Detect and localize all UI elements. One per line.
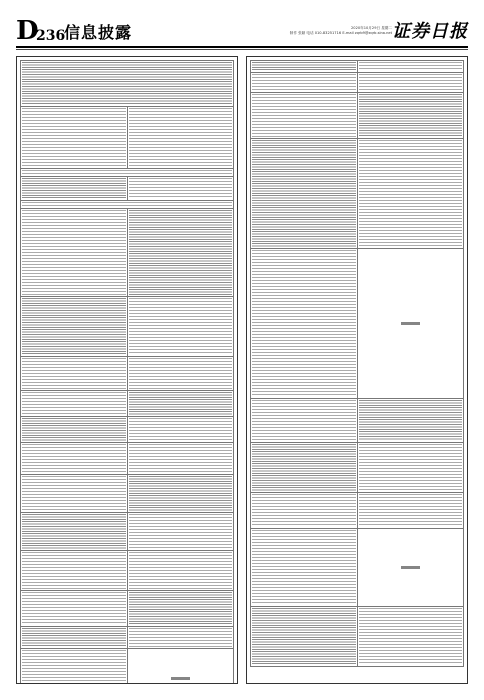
fine-print-text — [22, 170, 232, 175]
table-row — [21, 297, 234, 357]
fine-print-text — [359, 444, 463, 491]
fine-print-text — [22, 592, 126, 625]
table-cell — [127, 357, 234, 391]
fine-print-text — [252, 444, 356, 491]
fine-print-text — [359, 140, 463, 247]
fine-print-text — [129, 476, 233, 511]
fine-print-text — [129, 592, 233, 625]
fine-print-text — [129, 392, 233, 415]
fine-print-text — [359, 62, 463, 71]
table-cell — [251, 399, 358, 443]
table-cell — [357, 443, 464, 493]
fine-print-text — [22, 650, 126, 684]
table-row — [21, 649, 234, 685]
fine-print-text — [22, 628, 126, 647]
fine-print-text — [359, 400, 463, 441]
table-row — [21, 107, 234, 169]
table-cell — [251, 529, 358, 607]
fine-print-text — [359, 494, 463, 527]
publication-info — [202, 26, 392, 36]
table-row — [21, 61, 234, 107]
fine-print-text — [129, 108, 233, 167]
table-cell — [127, 297, 234, 357]
table-cell — [127, 107, 234, 169]
fine-print-text — [22, 178, 126, 199]
fine-print-text — [22, 514, 126, 549]
table-cell — [21, 551, 128, 591]
table-cell — [127, 649, 234, 685]
newspaper-logo: 证券日报 — [392, 21, 468, 42]
table-cell — [21, 61, 234, 107]
table-cell — [21, 357, 128, 391]
table-row — [21, 169, 234, 177]
table-cell — [251, 249, 358, 399]
table-cell — [357, 607, 464, 667]
fine-print-text — [252, 250, 356, 397]
table-cell — [251, 93, 358, 139]
fine-print-text — [129, 358, 233, 389]
fine-print-text — [252, 530, 356, 605]
table-row — [251, 443, 464, 493]
fine-print-text — [129, 298, 233, 355]
table-row — [21, 591, 234, 627]
fine-print-text — [252, 74, 356, 91]
table-row — [21, 201, 234, 209]
table-cell — [21, 649, 128, 685]
right-column — [246, 56, 468, 684]
table-cell — [21, 475, 128, 513]
left-column-table — [20, 60, 234, 684]
fine-print-text — [252, 400, 356, 441]
section-title: 信息披露 — [64, 23, 133, 42]
table-cell — [127, 627, 234, 649]
fine-print-text — [129, 628, 233, 647]
table-row — [21, 443, 234, 475]
fine-print-text — [22, 552, 126, 589]
masthead-rule — [16, 46, 468, 48]
right-column-table — [250, 60, 464, 667]
left-column — [16, 56, 238, 684]
table-row — [21, 357, 234, 391]
table-cell — [21, 417, 128, 443]
fine-print-text — [22, 476, 126, 511]
fine-print-text — [22, 210, 126, 295]
table-cell — [127, 443, 234, 475]
fine-print-text — [252, 608, 356, 665]
table-cell — [127, 177, 234, 201]
fine-print-text — [22, 418, 126, 441]
fine-print-text — [22, 444, 126, 473]
table-cell — [127, 513, 234, 551]
table-cell — [21, 209, 128, 297]
fine-print-text — [129, 552, 233, 589]
table-cell — [357, 493, 464, 529]
page-letter: D — [16, 16, 39, 46]
masthead — [16, 16, 468, 46]
table-cell — [21, 177, 128, 201]
table-cell — [21, 297, 128, 357]
table-cell — [21, 443, 128, 475]
left-column-content — [20, 60, 234, 680]
contact-line: 制作 张颖 电话 010-83251716 E-mail zqrb9@zqrb.sina.net — [289, 31, 392, 35]
table-cell — [127, 391, 234, 417]
table-row — [251, 93, 464, 139]
table-cell — [357, 93, 464, 139]
table-cell — [357, 61, 464, 73]
fine-print-text — [401, 322, 420, 325]
fine-print-text — [129, 514, 233, 549]
table-cell — [21, 107, 128, 169]
masthead-rule-thin — [16, 49, 468, 50]
table-row — [251, 61, 464, 73]
table-row — [21, 417, 234, 443]
right-column-content — [250, 60, 464, 680]
table-cell — [127, 417, 234, 443]
fine-print-text — [22, 392, 126, 415]
table-row — [251, 607, 464, 667]
table-row — [251, 493, 464, 529]
table-cell — [251, 443, 358, 493]
fine-print-text — [171, 677, 190, 680]
table-row — [251, 399, 464, 443]
page-number: 236 — [36, 28, 66, 44]
fine-print-text — [22, 202, 232, 207]
table-cell — [21, 627, 128, 649]
fine-print-text — [22, 108, 126, 167]
table-row — [21, 551, 234, 591]
table-cell — [21, 201, 234, 209]
table-cell — [251, 139, 358, 249]
fine-print-text — [359, 608, 463, 665]
table-cell — [357, 139, 464, 249]
fine-print-text — [129, 444, 233, 473]
fine-print-text — [22, 62, 232, 105]
date-line: 2020年10月29日 星期二 — [351, 26, 392, 30]
fine-print-text — [252, 140, 356, 247]
table-cell — [21, 591, 128, 627]
table-row — [21, 513, 234, 551]
table-cell — [357, 399, 464, 443]
fine-print-text — [129, 210, 233, 295]
table-cell — [21, 391, 128, 417]
fine-print-text — [22, 358, 126, 389]
table-cell — [357, 529, 464, 607]
fine-print-text — [252, 494, 356, 527]
table-cell — [127, 551, 234, 591]
table-row — [251, 529, 464, 607]
fine-print-text — [359, 74, 463, 91]
table-cell — [251, 607, 358, 667]
fine-print-text — [252, 62, 356, 71]
table-cell — [127, 209, 234, 297]
table-row — [251, 249, 464, 399]
table-cell — [21, 513, 128, 551]
table-row — [21, 391, 234, 417]
fine-print-text — [22, 298, 126, 355]
table-cell — [251, 61, 358, 73]
table-cell — [127, 591, 234, 627]
fine-print-text — [359, 94, 463, 137]
table-cell — [357, 73, 464, 93]
table-row — [21, 627, 234, 649]
table-row — [251, 139, 464, 249]
table-cell — [251, 493, 358, 529]
table-row — [21, 475, 234, 513]
table-cell — [357, 249, 464, 399]
fine-print-text — [401, 566, 420, 569]
table-cell — [251, 73, 358, 93]
table-row — [21, 177, 234, 201]
table-cell — [127, 475, 234, 513]
table-cell — [21, 169, 234, 177]
table-row — [21, 209, 234, 297]
table-row — [251, 73, 464, 93]
fine-print-text — [129, 418, 233, 441]
fine-print-text — [129, 178, 233, 199]
fine-print-text — [252, 94, 356, 137]
